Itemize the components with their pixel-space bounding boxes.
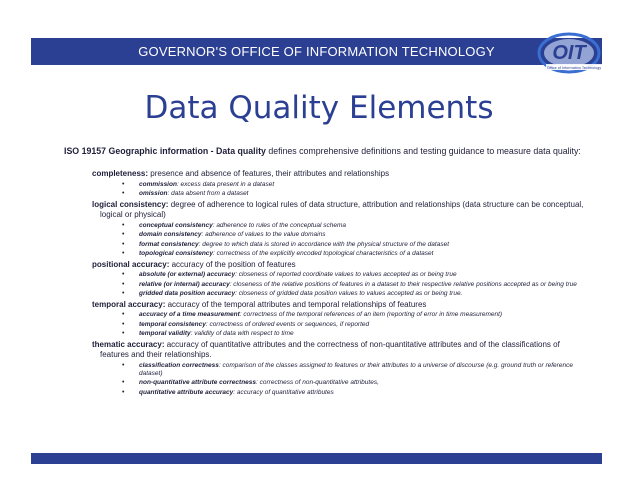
- category-text: [92, 300, 584, 311]
- subelement-item: [64, 389, 584, 397]
- subelement-item: [64, 290, 584, 298]
- subelement-term: accuracy of a time measurement: [139, 311, 240, 318]
- subelement-description: : degree to which data is stored in accordance with the physical structure of the dataset: [198, 240, 449, 248]
- subelement-term: non-quantitative attribute correctness: [139, 379, 257, 386]
- header-band: [31, 38, 602, 65]
- subelement-term: temporal consistency: [139, 320, 206, 328]
- subelement-term: omission: [139, 190, 168, 197]
- subelement-term: format consistency: [139, 240, 199, 248]
- category-item: [64, 340, 584, 361]
- subelement-term: classification correctness: [139, 361, 219, 369]
- category-list: [64, 169, 584, 397]
- subelement-description: : correctness of the temporal references of an item (reporting of error in time measurement): [239, 311, 503, 318]
- subelement-item: [64, 330, 584, 338]
- category-description: presence and absence of features, their attributes and relationships: [148, 169, 390, 178]
- logo-text: OIT: [552, 42, 586, 64]
- bullet-icon: •: [122, 180, 125, 188]
- logo-subtext: Office of Information Technology: [546, 66, 602, 70]
- category-item: [64, 169, 584, 180]
- bullet-icon: •: [122, 311, 125, 318]
- subelement-description: : closeness of the relative positions of features in a dataset to their respective relative positions accepted as or being true: [229, 280, 577, 288]
- category-term: thematic accuracy:: [92, 339, 165, 349]
- org-title: GOVERNOR'S OFFICE OF INFORMATION TECHNOLOGY: [138, 44, 495, 59]
- category-item: [64, 200, 584, 221]
- subelement-item: [64, 379, 584, 387]
- subelement-item: [64, 362, 584, 378]
- subelement-term: quantitative attribute accuracy: [139, 388, 234, 396]
- subelement-description: : adherence to rules of the conceptual schema: [212, 221, 347, 229]
- bullet-icon: •: [122, 250, 125, 257]
- slide-body: [64, 146, 584, 398]
- category-term: logical consistency:: [92, 199, 169, 209]
- category-description: degree of adherence to logical rules of data structure, attribution and relationships (data structure can be conceptual, logical or physical): [100, 199, 584, 219]
- bullet-icon: •: [122, 320, 125, 328]
- subelement-item: [64, 241, 584, 249]
- subelement-term: absolute (or external) accuracy: [139, 271, 236, 278]
- subelement-term: topological consistency: [139, 250, 214, 257]
- subelement-item: [64, 250, 584, 258]
- subelement-term: commission: [139, 180, 177, 188]
- category-term: positional accuracy:: [92, 259, 170, 269]
- category-term: temporal accuracy:: [92, 299, 166, 309]
- subelement-description: : comparison of the classes assigned to features or their attributes to a universe of discourse (e.g. ground truth or reference dataset): [139, 361, 573, 377]
- slide-title: Data Quality Elements: [144, 90, 494, 126]
- subelement-description: : adherence of values to the value domains: [201, 231, 326, 238]
- intro-paragraph: [64, 146, 584, 157]
- subelement-description: : validity of data with respect to time: [190, 330, 294, 337]
- subelement-term: temporal validity: [139, 330, 191, 337]
- bullet-icon: •: [122, 221, 125, 229]
- intro-rest: defines comprehensive definitions and testing guidance to measure data quality:: [265, 146, 581, 156]
- bullet-icon: •: [122, 379, 125, 386]
- bullet-icon: •: [122, 361, 125, 369]
- subelement-item: [64, 222, 584, 230]
- subelement-description: : correctness of the explicitly encoded topological characteristics of a dataset: [213, 250, 434, 257]
- bullet-icon: •: [122, 388, 125, 396]
- subelement-item: [64, 271, 584, 279]
- category-description: accuracy of the position of features: [169, 259, 296, 269]
- category-description: accuracy of the temporal attributes and temporal relationships of features: [165, 299, 427, 309]
- bullet-icon: •: [122, 271, 125, 278]
- category-term: completeness:: [92, 169, 149, 178]
- subelement-description: : data absent from a dataset: [167, 190, 249, 197]
- category-item: [64, 260, 584, 271]
- category-text: [92, 340, 584, 361]
- subelement-item: [64, 311, 584, 319]
- subelement-term: gridded data position accuracy: [139, 290, 236, 297]
- category-description: accuracy of quantitative attributes and the correctness of non-quantitative attributes and of the classifications of features and their relationships.: [100, 339, 560, 359]
- footer-band: [31, 453, 602, 464]
- subelement-term: relative (or internal) accuracy: [139, 280, 230, 288]
- subelement-description: : excess data present in a dataset: [176, 180, 275, 188]
- subelement-description: : accuracy of quantitative attributes: [233, 388, 334, 396]
- subelement-item: [64, 181, 584, 189]
- subelement-description: : correctness of ordered events or sequences, if reported: [205, 320, 370, 328]
- bullet-icon: •: [122, 231, 125, 238]
- category-item: [64, 300, 584, 311]
- category-text: [92, 200, 584, 221]
- bullet-icon: •: [122, 190, 125, 197]
- subelement-item: [64, 281, 584, 289]
- subelement-term: conceptual consistency: [139, 221, 213, 229]
- bullet-icon: •: [122, 240, 125, 248]
- subelement-description: : closeness of reported coordinate values to values accepted as or being true: [235, 271, 457, 278]
- subelement-description: : closeness of gridded data position values to values accepted as or being true.: [235, 290, 463, 297]
- subelement-item: [64, 321, 584, 329]
- bullet-icon: •: [122, 290, 125, 297]
- oit-logo: [536, 26, 606, 78]
- bullet-icon: •: [122, 330, 125, 337]
- subelement-item: [64, 231, 584, 239]
- subelement-item: [64, 190, 584, 198]
- category-text: [92, 169, 584, 180]
- subelement-term: domain consistency: [139, 231, 202, 238]
- category-text: [92, 260, 584, 271]
- intro-standard: ISO 19157 Geographic information - Data quality: [64, 146, 266, 156]
- subelement-description: : correctness of non-quantitative attributes,: [256, 379, 379, 386]
- bullet-icon: •: [122, 280, 125, 288]
